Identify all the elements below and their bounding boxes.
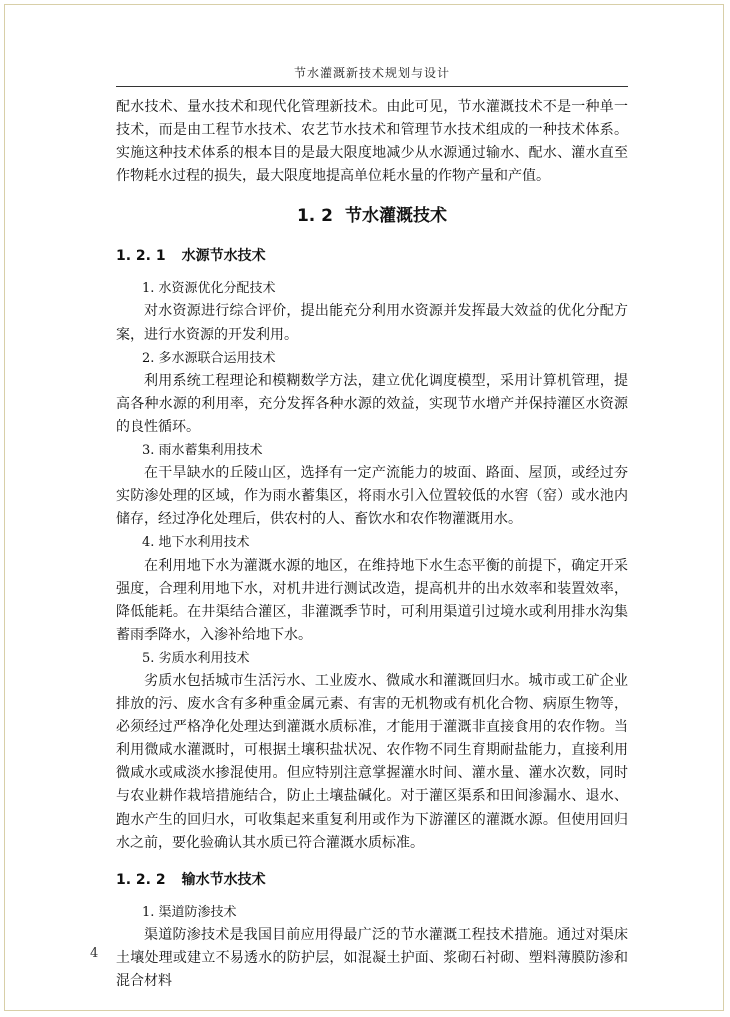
section-title: 节水灌溉技术 xyxy=(345,206,448,227)
subsection-title: 输水节水技术 xyxy=(181,871,266,888)
item-paragraph: 在利用地下水为灌溉水源的地区，在维持地下水生态平衡的前提下，确定开采强度，合理利用地下水，对机井进行测试改造，提高机井的出水效率和装置效率，降低能耗。在井渠结合灌区，非灌溉季节时，可利用渠道引过境水或利用排水沟集蓄雨季降水，入渗补给地下水。 xyxy=(116,557,628,643)
subsection-number: 1. 2. 2 xyxy=(116,871,166,888)
running-header: 节水灌溉新技术规划与设计 xyxy=(293,66,450,80)
item-paragraph: 在干旱缺水的丘陵山区，选择有一定产流能力的坡面、路面、屋顶，或经过夯实防渗处理的区域，作为雨水蓄集区，将雨水引入位置较低的水窖（窑）或水池内储存，经过净化处理后，供农村的人、畜饮水和农作物灌溉用水。 xyxy=(116,465,628,528)
intro-paragraph: 配水技术、量水技术和现代化管理新技术。由此可见，节水灌溉技术不是一种单一技术，而是由工程节水技术、农艺节水技术和管理节水技术组成的一种技术体系。实施这种技术体系的根本目的是最大限度地减少从水源通过输水、配水、灌水直至作物耗水过程的损失，最大限度地提高单位耗水量的作物产量和产值。 xyxy=(116,99,628,185)
item-heading: 4. 地下水利用技术 xyxy=(142,535,250,551)
section-heading xyxy=(116,203,628,229)
subsection-heading xyxy=(116,869,628,891)
subsection-heading xyxy=(116,245,628,267)
page-number: 4 xyxy=(90,946,99,961)
item-paragraph: 劣质水包括城市生活污水、工业废水、微咸水和灌溉回归水。城市或工矿企业排放的污、废水含有多种重金属元素、有害的无机物或有机化合物、病原生物等，必须经过严格净化处理达到灌溉水质标准，才能用于灌溉非直接食用的农作物。当利用微咸水灌溉时，可根据土壤积盐状况、农作物不同生育期耐盐能力，直接利用微咸水或咸淡水掺混使用。但应特别注意掌握灌水时间、灌水量、灌水次数，同时与农业耕作栽培措施结合，防止土壤盐碱化。对于灌区渠系和田间渗漏水、退水、跑水产生的回归水，可收集起来重复利用或作为下游灌区的灌溉水源。但使用回归水之前，要化验确认其水质已符合灌溉水质标准。 xyxy=(116,672,628,851)
item-heading: 2. 多水源联合运用技术 xyxy=(142,350,276,366)
item-heading: 1. 水资源优化分配技术 xyxy=(142,281,276,297)
header-rule xyxy=(116,86,628,87)
page-content xyxy=(116,96,628,993)
subsection-number: 1. 2. 1 xyxy=(116,248,166,265)
item-heading: 3. 雨水蓄集利用技术 xyxy=(142,443,263,459)
subsection-title: 水源节水技术 xyxy=(181,248,266,265)
item-paragraph: 对水资源进行综合评价，提出能充分利用水资源并发挥最大效益的优化分配方案，进行水资源的开发利用。 xyxy=(116,303,628,343)
item-paragraph: 利用系统工程理论和模糊数学方法，建立优化调度模型，采用计算机管理，提高各种水源的利用率，充分发挥各种水源的效益，实现节水增产并保持灌区水资源的良性循环。 xyxy=(116,372,628,435)
item-heading: 5. 劣质水利用技术 xyxy=(142,650,250,666)
item-heading: 1. 渠道防渗技术 xyxy=(142,904,237,920)
section-number: 1. 2 xyxy=(296,206,334,227)
item-paragraph: 渠道防渗技术是我国目前应用得最广泛的节水灌溉工程技术措施。通过对渠床土壤处理或建立不易透水的防护层，如混凝土护面、浆砌石衬砌、塑料薄膜防渗和混合材料 xyxy=(116,926,628,989)
